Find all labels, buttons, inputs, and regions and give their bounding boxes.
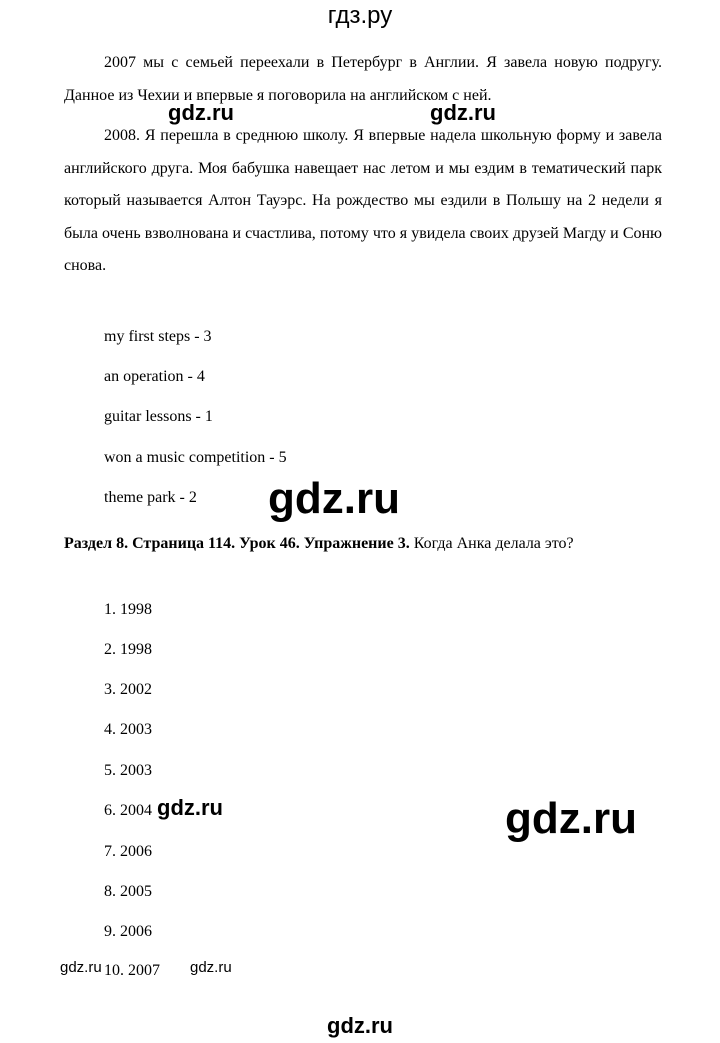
answer-item: 2. 1998 — [104, 641, 152, 658]
exercise-question: Когда Анка делала это? — [409, 535, 574, 552]
answer-item: 3. 2002 — [104, 681, 152, 698]
answer-item: 7. 2006 — [104, 843, 152, 860]
watermark: gdz.ru — [505, 794, 637, 843]
exercise-heading — [64, 528, 662, 560]
watermark: gdz.ru — [190, 959, 232, 976]
answer-item: 9. 2006 — [104, 923, 152, 940]
site-footer-watermark: gdz.ru — [327, 1013, 393, 1038]
matching-item: an operation - 4 — [104, 368, 205, 385]
watermark: gdz.ru — [268, 474, 400, 523]
matching-item: my first steps - 3 — [104, 328, 212, 345]
answer-item: 6. 2004 — [104, 802, 152, 819]
watermark: gdz.ru — [157, 795, 223, 820]
watermark: gdz.ru — [60, 959, 102, 976]
paragraph-2008: 2008. Я перешла в среднюю школу. Я впервые надела школьную форму и завела английского друга. Моя бабушка навещает нас летом и мы ездим в тематический парк который называется Алтон Тауэрс. На рождество мы ездили в Польшу на 2 недели я была очень взволнована и счастлива, потому что я увидела своих друзей Магду и Соню снова. — [64, 127, 662, 274]
matching-item: theme park - 2 — [104, 489, 197, 506]
answer-item: 10. 2007 — [104, 962, 160, 979]
exercise-title: Раздел 8. Страница 114. Урок 46. Упражнение 3. — [64, 535, 410, 552]
watermark: gdz.ru — [430, 100, 496, 125]
answer-item: 8. 2005 — [104, 883, 152, 900]
answer-item: 4. 2003 — [104, 721, 152, 738]
answer-item: 5. 2003 — [104, 762, 152, 779]
watermark: gdz.ru — [168, 100, 234, 125]
matching-item: guitar lessons - 1 — [104, 408, 213, 425]
matching-item: won a music competition - 5 — [104, 449, 287, 466]
paragraph-2007: 2007 мы с семьей переехали в Петербург в Англии. Я завела новую подругу. Данное из Чехии и впервые я поговорила на английском с ней. — [64, 54, 662, 104]
answer-item: 1. 1998 — [104, 601, 152, 618]
site-header-title: гдз.ру — [327, 2, 393, 29]
